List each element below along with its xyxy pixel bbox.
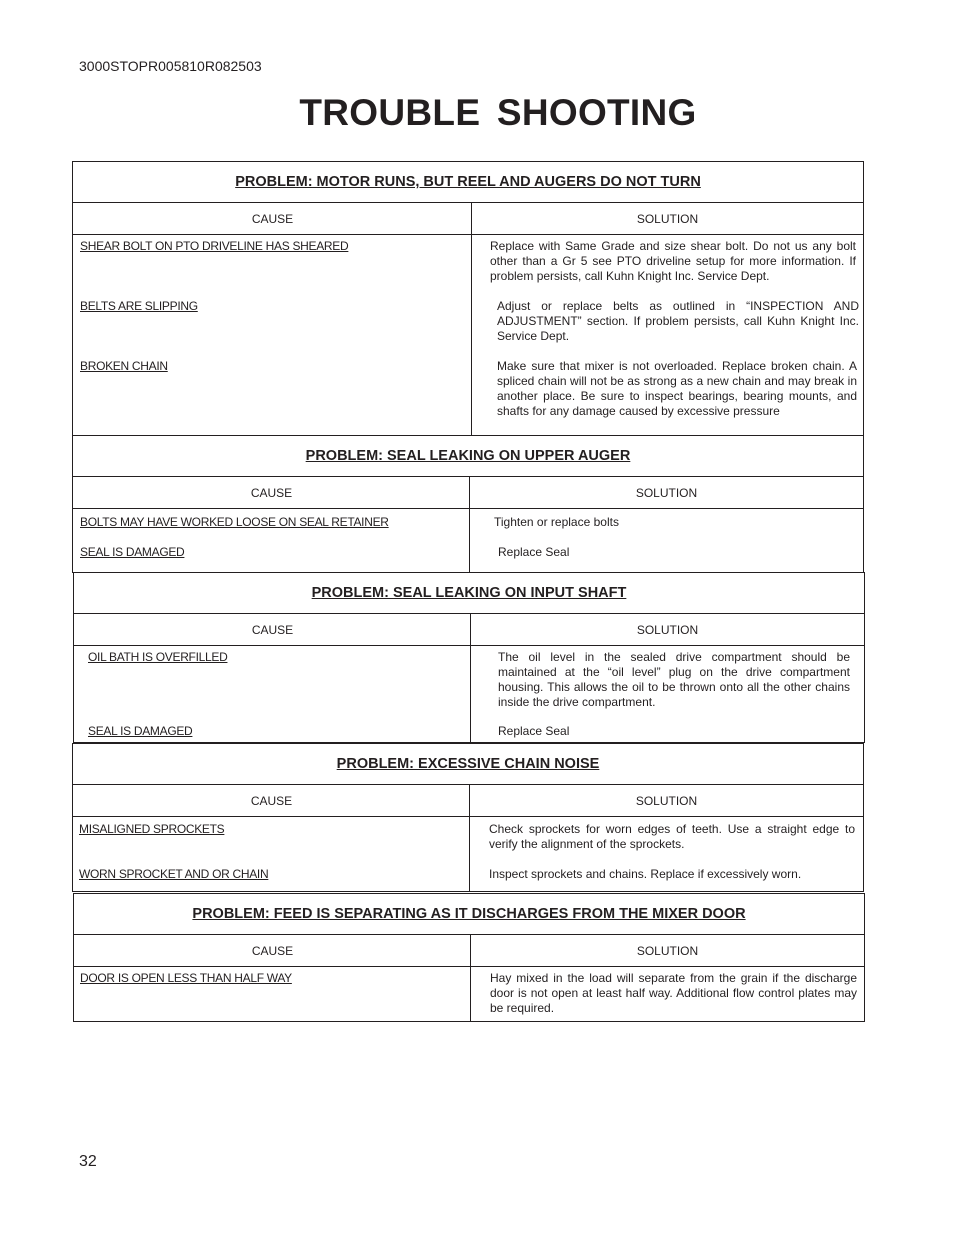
solution-text: Check sprockets for worn edges of teeth. Use a straight edge to verify the alignment of the sprockets. [489, 822, 855, 851]
cause-text: BOLTS MAY HAVE WORKED LOOSE ON SEAL RETAINER [80, 515, 389, 529]
cause-text: SEAL IS DAMAGED [88, 724, 193, 738]
solution-text: Replace Seal [498, 724, 570, 738]
column-divider [471, 203, 472, 435]
cause-text: BELTS ARE SLIPPING [80, 299, 198, 313]
cause-text: SEAL IS DAMAGED [80, 545, 185, 559]
column-divider [470, 614, 471, 742]
problem-section-motor [72, 161, 864, 436]
solution-column-header: SOLUTION [472, 203, 863, 235]
solution-text: Adjust or replace belts as outlined in “INSPECTION AND ADJUSTMENT” section. If problem persists, call Kuhn Knight Inc. Service Dept. [497, 299, 859, 343]
problem-section-input-shaft-seal [73, 572, 865, 743]
cause-text: DOOR IS OPEN LESS THAN HALF WAY [80, 971, 292, 985]
cause-text: OIL BATH IS OVERFILLED [88, 650, 228, 664]
column-divider [470, 935, 471, 1021]
solution-text: Replace Seal [498, 545, 570, 559]
column-divider [469, 785, 470, 891]
solution-text: Tighten or replace bolts [494, 515, 619, 529]
problem-section-feed-separating [73, 893, 865, 1022]
problem-heading: PROBLEM: SEAL LEAKING ON INPUT SHAFT [74, 573, 864, 614]
cause-column-header: CAUSE [74, 614, 471, 646]
solution-text: Make sure that mixer is not overloaded. Replace broken chain. A spliced chain will not be as strong as a new chain and may break in another place. Be sure to inspect bearings, bearing mounts, and shafts for any damage caused by excessive pressure [497, 359, 857, 418]
problem-section-upper-auger-seal [72, 435, 864, 573]
solution-text: Inspect sprockets and chains. Replace if excessively worn. [489, 867, 802, 881]
solution-text: Hay mixed in the load will separate from the grain if the discharge door is not open at least half way. Additional flow control plates may be required. [490, 971, 857, 1015]
cause-text: BROKEN CHAIN [80, 359, 168, 373]
problem-section-chain-noise [72, 743, 864, 892]
solution-column-header: SOLUTION [470, 785, 863, 817]
problem-heading: PROBLEM: EXCESSIVE CHAIN NOISE [73, 744, 863, 785]
column-divider [469, 477, 470, 572]
problem-heading: PROBLEM: SEAL LEAKING ON UPPER AUGER [73, 436, 863, 477]
page-title: TROUBLE SHOOTING [299, 92, 697, 133]
problem-heading: PROBLEM: MOTOR RUNS, BUT REEL AND AUGERS DO NOT TURN [73, 162, 863, 203]
problem-heading: PROBLEM: FEED IS SEPARATING AS IT DISCHARGES FROM THE MIXER DOOR [74, 894, 864, 935]
page-number: 32 [79, 1153, 97, 1170]
document-code: 3000STOPR005810R082503 [79, 58, 262, 74]
cause-text: SHEAR BOLT ON PTO DRIVELINE HAS SHEARED [80, 239, 349, 253]
cause-text: WORN SPROCKET AND OR CHAIN [79, 867, 269, 881]
cause-text: MISALIGNED SPROCKETS [79, 822, 225, 836]
solution-column-header: SOLUTION [471, 614, 864, 646]
solution-column-header: SOLUTION [471, 935, 864, 967]
solution-text: The oil level in the sealed drive compartment should be maintained at the “oil level” plug on the drive compartment housing. This allows the oil to be thrown onto all the other chains inside the drive compartment. [498, 650, 850, 709]
solution-column-header: SOLUTION [470, 477, 863, 509]
cause-column-header: CAUSE [74, 935, 471, 967]
cause-column-header: CAUSE [73, 785, 470, 817]
solution-text: Replace with Same Grade and size shear bolt. Do not us any bolt other than a Gr 5 see PTO driveline setup for more information. If problem persists, call Kuhn Knight Inc. Service Dept. [490, 239, 856, 283]
cause-column-header: CAUSE [73, 477, 470, 509]
cause-column-header: CAUSE [73, 203, 472, 235]
